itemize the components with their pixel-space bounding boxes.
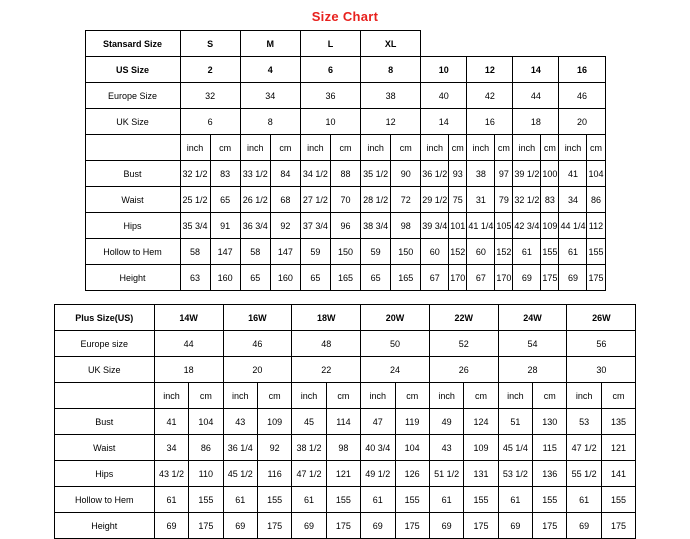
row-label <box>85 135 180 161</box>
size-group-header: 18W <box>292 305 361 331</box>
table-cell: cm <box>495 135 513 161</box>
table-cell: 147 <box>270 239 300 265</box>
table-cell: 96 <box>330 213 360 239</box>
table-cell: 31 <box>467 187 495 213</box>
table-cell: cm <box>395 383 429 409</box>
table-cell: 44 <box>154 331 223 357</box>
table-cell: 152 <box>449 239 467 265</box>
table-row <box>54 331 635 357</box>
table-row <box>54 383 635 409</box>
table-cell: 175 <box>395 513 429 539</box>
table-cell: 54 <box>498 331 567 357</box>
table-cell: 100 <box>541 161 559 187</box>
table-cell: 152 <box>495 239 513 265</box>
table-cell: 12 <box>361 109 421 135</box>
table-cell: 32 1/2 <box>513 187 541 213</box>
table-cell: 32 <box>180 83 240 109</box>
table-cell: cm <box>189 383 223 409</box>
table-cell: 155 <box>533 487 567 513</box>
table-cell: 155 <box>587 239 605 265</box>
table-cell: 165 <box>391 265 421 291</box>
table-cell: 34 <box>559 187 587 213</box>
table-cell: 69 <box>559 265 587 291</box>
row-label: Bust <box>54 409 154 435</box>
table-cell: 104 <box>587 161 605 187</box>
table-row <box>85 135 605 161</box>
table-cell: 39 3/4 <box>421 213 449 239</box>
table-cell: 40 <box>421 83 467 109</box>
size-label-header: Plus Size(US) <box>54 305 154 331</box>
table-cell: 165 <box>330 265 360 291</box>
table-cell: inch <box>559 135 587 161</box>
table-row <box>54 409 635 435</box>
table-row <box>54 513 635 539</box>
table-cell: 83 <box>541 187 559 213</box>
table-cell: 69 <box>513 265 541 291</box>
table-cell: 150 <box>330 239 360 265</box>
table-row <box>54 487 635 513</box>
table-cell: 104 <box>395 435 429 461</box>
table-cell: inch <box>467 135 495 161</box>
table-cell: 86 <box>189 435 223 461</box>
table-cell: 61 <box>567 487 601 513</box>
table-cell: cm <box>449 135 467 161</box>
table-cell: inch <box>421 135 449 161</box>
table-cell: inch <box>223 383 257 409</box>
table-cell: 6 <box>180 109 240 135</box>
table-cell: 30 <box>567 357 636 383</box>
table-cell: 160 <box>270 265 300 291</box>
table-cell: 61 <box>154 487 188 513</box>
table-cell: 34 <box>240 83 300 109</box>
table-cell: 59 <box>361 239 391 265</box>
row-label: Hollow to Hem <box>85 239 180 265</box>
table-cell: 52 <box>429 331 498 357</box>
table-row <box>85 57 605 83</box>
row-label: UK Size <box>85 109 180 135</box>
table-cell: 47 <box>361 409 395 435</box>
table-cell: 61 <box>513 239 541 265</box>
table-cell: 40 3/4 <box>361 435 395 461</box>
table-row <box>85 239 605 265</box>
table-cell: 18 <box>513 109 559 135</box>
table-cell: 45 <box>292 409 326 435</box>
row-label: Waist <box>85 187 180 213</box>
table-cell: 65 <box>210 187 240 213</box>
table-cell: 69 <box>567 513 601 539</box>
table-cell: 18 <box>154 357 223 383</box>
table-cell: 92 <box>270 213 300 239</box>
table-cell: 141 <box>601 461 635 487</box>
table-cell: 83 <box>210 161 240 187</box>
table-cell: 121 <box>601 435 635 461</box>
row-label: US Size <box>85 57 180 83</box>
table-cell: 98 <box>391 213 421 239</box>
table-cell: cm <box>541 135 559 161</box>
table-cell: 65 <box>240 265 270 291</box>
size-group-header: 20W <box>361 305 430 331</box>
table-cell: 33 1/2 <box>240 161 270 187</box>
table-cell: 49 1/2 <box>361 461 395 487</box>
table-cell: 53 <box>567 409 601 435</box>
table-cell: 131 <box>464 461 498 487</box>
plus-size-table-wrapper <box>0 304 690 539</box>
table-cell: 36 1/4 <box>223 435 257 461</box>
table-cell: 175 <box>257 513 291 539</box>
table-cell: 58 <box>180 239 210 265</box>
table-cell: 6 <box>300 57 360 83</box>
table-cell: 170 <box>449 265 467 291</box>
table-cell: 53 1/2 <box>498 461 532 487</box>
table-cell: 104 <box>189 409 223 435</box>
table-cell: 38 <box>467 161 495 187</box>
table-cell: 42 3/4 <box>513 213 541 239</box>
table-cell: 32 1/2 <box>180 161 210 187</box>
table-header-row <box>54 305 635 331</box>
table-cell: 50 <box>361 331 430 357</box>
table-cell: 45 1/4 <box>498 435 532 461</box>
table-cell: 155 <box>395 487 429 513</box>
table-cell: 119 <box>395 409 429 435</box>
table-cell: 16 <box>559 57 605 83</box>
table-cell: 65 <box>300 265 330 291</box>
table-cell: cm <box>391 135 421 161</box>
table-cell: 88 <box>330 161 360 187</box>
row-label: UK Size <box>54 357 154 383</box>
table-cell: 12 <box>467 57 513 83</box>
table-cell: 116 <box>257 461 291 487</box>
table-cell: inch <box>361 135 391 161</box>
table-row <box>54 435 635 461</box>
table-cell: 61 <box>559 239 587 265</box>
table-cell: 92 <box>257 435 291 461</box>
table-cell: 59 <box>300 239 330 265</box>
table-cell: 69 <box>154 513 188 539</box>
table-cell: 110 <box>189 461 223 487</box>
table-row <box>85 213 605 239</box>
table-cell: 130 <box>533 409 567 435</box>
table-cell: cm <box>533 383 567 409</box>
table-cell: 38 <box>361 83 421 109</box>
table-cell: 36 <box>300 83 360 109</box>
table-cell: 37 3/4 <box>300 213 330 239</box>
table-cell: 61 <box>498 487 532 513</box>
table-cell: 38 1/2 <box>292 435 326 461</box>
table-cell: 97 <box>495 161 513 187</box>
table-cell: 155 <box>189 487 223 513</box>
table-cell: 69 <box>498 513 532 539</box>
table-cell: 68 <box>270 187 300 213</box>
table-cell: cm <box>270 135 300 161</box>
size-group-header: 22W <box>429 305 498 331</box>
table-cell: 124 <box>464 409 498 435</box>
table-cell: 44 <box>513 83 559 109</box>
table-cell: 38 3/4 <box>361 213 391 239</box>
table-cell: 24 <box>361 357 430 383</box>
table-row <box>85 109 605 135</box>
table-cell: 51 1/2 <box>429 461 463 487</box>
table-cell: 16 <box>467 109 513 135</box>
table-cell: inch <box>292 383 326 409</box>
table-cell: cm <box>601 383 635 409</box>
table-cell: 61 <box>429 487 463 513</box>
table-cell: 112 <box>587 213 605 239</box>
table-cell: 175 <box>189 513 223 539</box>
table-cell: 150 <box>391 239 421 265</box>
table-cell: 43 1/2 <box>154 461 188 487</box>
row-label: Waist <box>54 435 154 461</box>
table-cell: 60 <box>467 239 495 265</box>
table-cell: 109 <box>257 409 291 435</box>
table-cell: 105 <box>495 213 513 239</box>
table-cell: 56 <box>567 331 636 357</box>
table-cell: 175 <box>601 513 635 539</box>
table-cell: 47 1/2 <box>567 435 601 461</box>
table-cell: 28 1/2 <box>361 187 391 213</box>
table-cell: 41 <box>559 161 587 187</box>
table-cell: inch <box>300 135 330 161</box>
row-label: Hips <box>85 213 180 239</box>
table-cell: 175 <box>533 513 567 539</box>
table-cell: inch <box>180 135 210 161</box>
table-cell: 48 <box>292 331 361 357</box>
table-cell: inch <box>154 383 188 409</box>
table-cell: 26 1/2 <box>240 187 270 213</box>
table-cell: 135 <box>601 409 635 435</box>
table-cell: 46 <box>223 331 292 357</box>
table-cell: 44 1/4 <box>559 213 587 239</box>
table-cell: 136 <box>533 461 567 487</box>
table-row <box>85 161 605 187</box>
table-cell: 34 <box>154 435 188 461</box>
table-cell: inch <box>513 135 541 161</box>
table-row <box>54 461 635 487</box>
row-label: Europe Size <box>85 83 180 109</box>
table-cell: 10 <box>300 109 360 135</box>
standard-size-table-wrapper <box>0 30 690 291</box>
table-cell: cm <box>257 383 291 409</box>
table-cell: 55 1/2 <box>567 461 601 487</box>
row-label: Height <box>54 513 154 539</box>
table-cell: 93 <box>449 161 467 187</box>
table-cell: 8 <box>240 109 300 135</box>
table-cell: 114 <box>326 409 360 435</box>
table-cell: 2 <box>180 57 240 83</box>
table-cell: 49 <box>429 409 463 435</box>
table-cell: 25 1/2 <box>180 187 210 213</box>
table-cell: 155 <box>464 487 498 513</box>
table-cell: 175 <box>541 265 559 291</box>
table-cell: 155 <box>257 487 291 513</box>
table-cell: 115 <box>533 435 567 461</box>
table-cell: 101 <box>449 213 467 239</box>
table-cell: 79 <box>495 187 513 213</box>
row-label <box>54 383 154 409</box>
size-label-header: Stansard Size <box>85 31 180 57</box>
row-label: Europe size <box>54 331 154 357</box>
table-cell: 20 <box>223 357 292 383</box>
table-cell: cm <box>587 135 605 161</box>
table-cell: 175 <box>326 513 360 539</box>
table-cell: 36 1/2 <box>421 161 449 187</box>
table-cell: 58 <box>240 239 270 265</box>
size-group-header: 26W <box>567 305 636 331</box>
size-group-header: 24W <box>498 305 567 331</box>
table-cell: 69 <box>223 513 257 539</box>
table-cell: 155 <box>326 487 360 513</box>
table-cell: 10 <box>421 57 467 83</box>
table-cell: 109 <box>541 213 559 239</box>
table-cell: 84 <box>270 161 300 187</box>
table-cell: 63 <box>180 265 210 291</box>
table-cell: 14 <box>513 57 559 83</box>
table-cell: 155 <box>541 239 559 265</box>
row-label: Bust <box>85 161 180 187</box>
table-cell: inch <box>361 383 395 409</box>
table-cell: 67 <box>467 265 495 291</box>
size-group-header: XL <box>361 31 421 57</box>
table-cell: 70 <box>330 187 360 213</box>
table-cell: 170 <box>495 265 513 291</box>
size-group-header: L <box>300 31 360 57</box>
table-cell: inch <box>567 383 601 409</box>
table-cell: 41 <box>154 409 188 435</box>
row-label: Height <box>85 265 180 291</box>
table-row <box>54 357 635 383</box>
table-cell: 35 3/4 <box>180 213 210 239</box>
table-cell: 90 <box>391 161 421 187</box>
table-cell: 147 <box>210 239 240 265</box>
table-cell: 155 <box>601 487 635 513</box>
table-cell: inch <box>498 383 532 409</box>
table-cell: 61 <box>361 487 395 513</box>
table-cell: 35 1/2 <box>361 161 391 187</box>
table-cell: 60 <box>421 239 449 265</box>
table-cell: 160 <box>210 265 240 291</box>
table-cell: 175 <box>464 513 498 539</box>
page-title: Size Chart <box>311 9 379 24</box>
table-cell: 109 <box>464 435 498 461</box>
table-cell: 121 <box>326 461 360 487</box>
table-header-row <box>85 31 605 57</box>
size-group-header: 16W <box>223 305 292 331</box>
table-cell: 26 <box>429 357 498 383</box>
table-cell: 36 3/4 <box>240 213 270 239</box>
standard-size-table <box>85 30 606 291</box>
table-cell: 98 <box>326 435 360 461</box>
size-group-header: 14W <box>154 305 223 331</box>
table-cell: inch <box>429 383 463 409</box>
table-cell: 69 <box>292 513 326 539</box>
table-cell: 14 <box>421 109 467 135</box>
table-cell: 91 <box>210 213 240 239</box>
table-cell: 67 <box>421 265 449 291</box>
table-cell: 34 1/2 <box>300 161 330 187</box>
table-cell: 8 <box>361 57 421 83</box>
table-cell: 4 <box>240 57 300 83</box>
table-cell: 51 <box>498 409 532 435</box>
table-cell: cm <box>330 135 360 161</box>
table-cell: inch <box>240 135 270 161</box>
table-cell: 75 <box>449 187 467 213</box>
table-cell: 27 1/2 <box>300 187 330 213</box>
table-cell: 72 <box>391 187 421 213</box>
table-cell: 41 1/4 <box>467 213 495 239</box>
table-row <box>85 265 605 291</box>
table-cell: 46 <box>559 83 605 109</box>
table-cell: 86 <box>587 187 605 213</box>
table-cell: cm <box>464 383 498 409</box>
table-cell: 47 1/2 <box>292 461 326 487</box>
table-cell: 42 <box>467 83 513 109</box>
row-label: Hollow to Hem <box>54 487 154 513</box>
table-cell: 65 <box>361 265 391 291</box>
table-cell: 22 <box>292 357 361 383</box>
row-label: Hips <box>54 461 154 487</box>
table-row <box>85 83 605 109</box>
table-cell: cm <box>210 135 240 161</box>
table-cell: 39 1/2 <box>513 161 541 187</box>
table-cell: 20 <box>559 109 605 135</box>
table-row <box>85 187 605 213</box>
table-cell: cm <box>326 383 360 409</box>
table-cell: 175 <box>587 265 605 291</box>
table-cell: 29 1/2 <box>421 187 449 213</box>
size-group-header: S <box>180 31 240 57</box>
table-cell: 69 <box>361 513 395 539</box>
plus-size-table <box>54 304 636 539</box>
size-group-header: M <box>240 31 300 57</box>
table-cell: 45 1/2 <box>223 461 257 487</box>
table-cell: 126 <box>395 461 429 487</box>
table-cell: 61 <box>292 487 326 513</box>
table-cell: 61 <box>223 487 257 513</box>
table-cell: 69 <box>429 513 463 539</box>
table-cell: 43 <box>223 409 257 435</box>
table-cell: 43 <box>429 435 463 461</box>
table-cell: 28 <box>498 357 567 383</box>
